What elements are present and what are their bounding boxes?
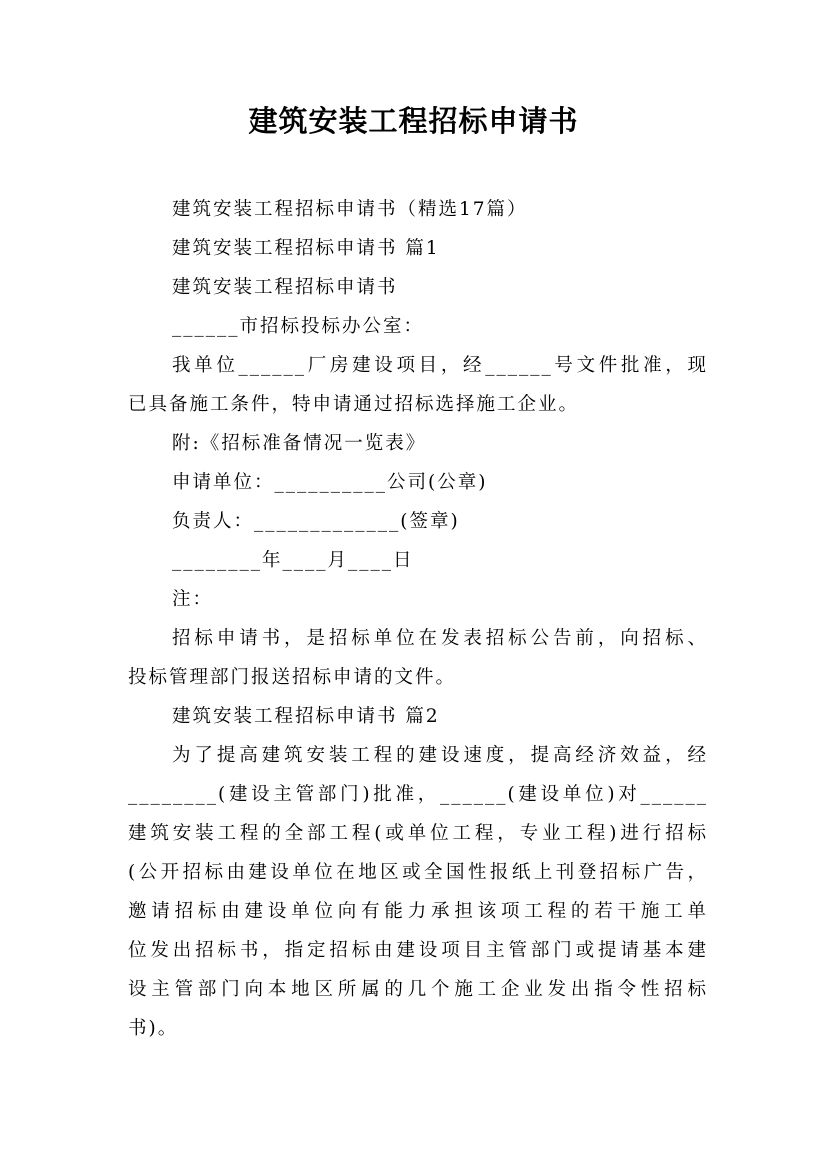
body-line: 建筑安装工程招标申请书 [172,277,398,298]
body-line: 建筑安装工程的全部工程(或单位工程，专业工程)进行招标 [128,823,708,844]
body-line: 我单位______厂房建设项目，经______号文件批准，现 [172,355,708,376]
body-line: (公开招标由建设单位在地区或全国性报纸上刊登招标广告， [128,862,708,883]
body-line: 申请单位：__________公司(公章) [172,472,488,493]
body-line: 投标管理部门报送招标申请的文件。 [128,667,457,688]
body-line: 已具备施工条件，特申请通过招标选择施工企业。 [128,394,580,415]
body-line: 注： [172,589,214,610]
document-body [128,190,708,1048]
body-line: 建筑安装工程招标申请书 篇1 [172,238,440,259]
body-line: 书)。 [128,1018,179,1039]
body-line: ________(建设主管部门)批准，______(建设单位)对______ [128,784,708,805]
body-line: 邀请招标由建设单位向有能力承担该项工程的若干施工单 [128,901,708,922]
body-line: 建筑安装工程招标申请书 篇2 [172,706,440,727]
body-line: 招标申请书，是招标单位在发表招标公告前，向招标、 [172,628,708,649]
body-line: 建筑安装工程招标申请书（精选17篇） [172,199,528,220]
document-title: 建筑安装工程招标申请书 [248,104,579,138]
body-line: ________年____月____日 [172,550,414,571]
body-line: 附:《招标准备情况一览表》 [172,433,427,454]
body-line: 设主管部门向本地区所属的几个施工企业发出指令性招标 [128,979,708,1000]
body-line: 位发出招标书，指定招标由建设项目主管部门或提请基本建 [128,940,708,961]
body-line: ______市招标投标办公室： [172,316,425,337]
body-line: 为了提高建筑安装工程的建设速度，提高经济效益，经 [172,745,708,766]
body-line: 负责人：_____________(签章) [172,511,460,532]
